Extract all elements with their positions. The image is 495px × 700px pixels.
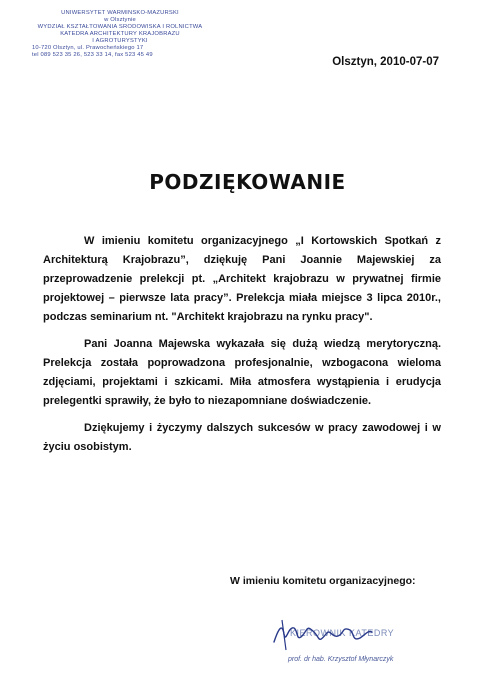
stamp-line: UNIWERSYTET WARMIŃSKO-MAZURSKI [61,10,179,16]
body-paragraph: Pani Joanna Majewska wykazała się dużą wiedzą merytoryczną. Prelekcja została poprowadzona profesjonalnie, wzbogacona wieloma zdjęciami, projektami i szkicami. Miła atmosfera wystąpienia i erudycja prelegentki sprawiły, że było to niezapomniane doświadczenie. [43,338,441,407]
stamp-phone: tel 089 523 35 26, 523 33 14, fax 523 45 49 [32,52,153,58]
stamp-line: w Olsztynie [104,17,136,23]
stamp-line: KATEDRA ARCHITEKTURY KRAJOBRAZU [60,31,180,37]
stamp-line: I AGROTURYSTYKI [92,38,148,44]
handwritten-signature [268,612,378,657]
stamp-line: WYDZIAŁ KSZTAŁTOWANIA ŚRODOWISKA I ROLNICTWA [37,24,203,30]
university-stamp [20,10,220,59]
letter-title: PODZIĘKOWANIE [149,170,346,194]
closing-line: W imieniu komitetu organizacyjnego: [230,575,416,587]
letter-body [43,232,441,465]
body-paragraph: W imieniu komitetu organizacyjnego „I Kortowskich Spotkań z Architekturą Krajobrazu”, dziękuję Pani Joannie Majewskiej za przeprowadzenie prelekcji pt. „Architekt krajobrazu w prywatnej firmie projektowej – pierwsze lata pracy”. Prelekcja miała miejsce 3 lipca 2010r., podczas seminarium nt. "Architekt krajobrazu na rynku pracy". [43,235,441,323]
stamp-address: 10-720 Olsztyn, ul. Prawocheńskiego 17 [32,45,144,51]
letter-date: Olsztyn, 2010-07-07 [332,56,439,68]
signatory-name: prof. dr hab. Krzysztof Młynarczyk [288,656,394,663]
body-paragraph: Dziękujemy i życzymy dalszych sukcesów w pracy zawodowej i w życiu osobistym. [43,422,441,453]
signature-stamp: KIEROWNIK KATEDRY [290,628,395,638]
